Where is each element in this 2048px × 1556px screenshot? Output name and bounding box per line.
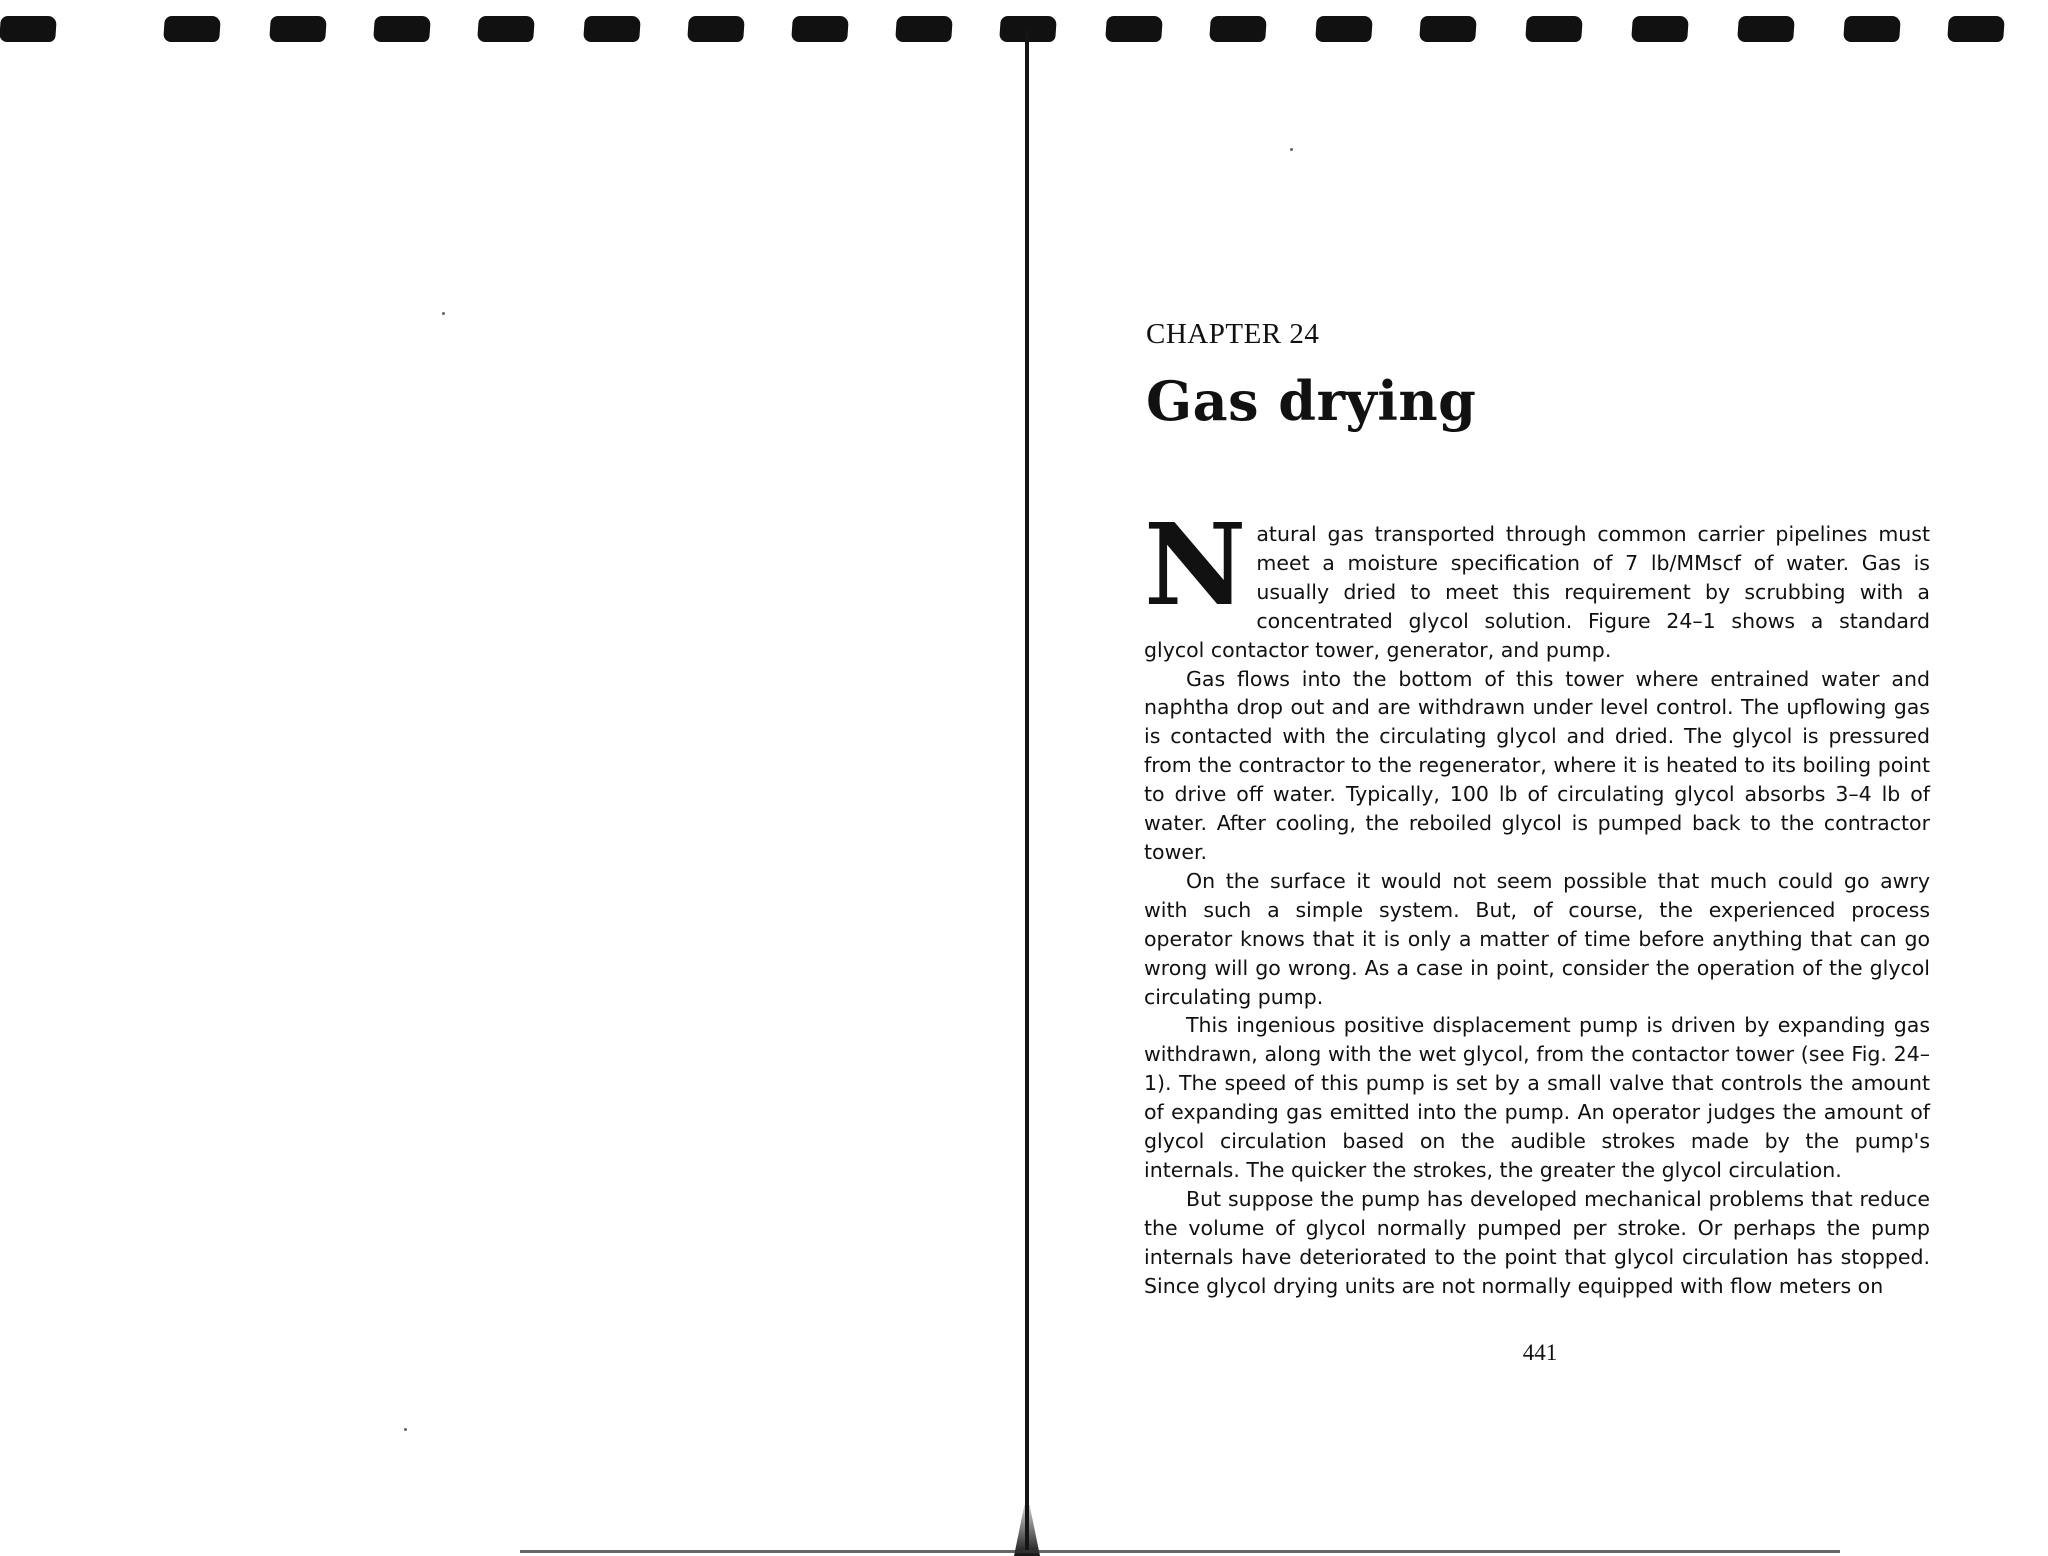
binding-holes xyxy=(0,0,2048,60)
binding-hole xyxy=(477,16,535,42)
page-bottom-edge xyxy=(520,1550,1840,1553)
paragraph: But suppose the pump has developed mechanical problems that reduce the volume of glycol normally pumped per stroke. Or perhaps the pump internals have deteriorated to the point that glycol circulation has stopped. Since glycol drying units are not normally equipped with flow meters on xyxy=(1144,1186,1930,1298)
binding-hole xyxy=(791,16,849,42)
scan-speck xyxy=(442,312,445,315)
binding-hole xyxy=(269,16,327,42)
binding-hole xyxy=(1209,16,1267,42)
binding-hole xyxy=(1105,16,1163,42)
chapter-title: Gas drying xyxy=(1146,369,1477,433)
binding-hole xyxy=(1631,16,1689,42)
paragraph-text: atural gas transported through common carrier pipelines must meet a moisture specification of 7 lb/MMscf of water. Gas is usually dried to meet this requirement by scrubbing with a concentrated glycol solution. Figure 24–1 shows a standard glycol contactor tower, generator, and pump. xyxy=(1144,522,1930,662)
paragraph: On the surface it would not seem possible that much could go awry with such a simple system. But, of course, the experienced process operator knows that it is only a matter of time before anything that can go wrong will go wrong. As a case in point, consider the operation of the glycol circulating pump. xyxy=(1144,868,1930,1009)
paragraph: Gas flows into the bottom of this tower where entrained water and naphtha drop out and are withdrawn under level control. The upflowing gas is contacted with the circulating glycol and dried. The glycol is pressured from the contractor to the regenerator, where it is heated to its boiling point to drive off water. Typically, 100 lb of circulating glycol absorbs 3–4 lb of water. After cooling, the reboiled glycol is pumped back to the contractor tower. xyxy=(1144,666,1930,864)
chapter-header xyxy=(1146,318,1930,433)
body-text xyxy=(1144,500,1930,1300)
chapter-label: CHAPTER 24 xyxy=(1146,318,1320,350)
drop-cap: N xyxy=(1144,500,1247,631)
binding-hole xyxy=(687,16,745,42)
binding-hole xyxy=(895,16,953,42)
binding-hole xyxy=(1315,16,1373,42)
paragraph xyxy=(1144,500,1930,665)
binding-hole xyxy=(1843,16,1901,42)
scan-speck xyxy=(1290,148,1293,151)
gutter-shadow xyxy=(1014,1505,1040,1556)
binding-hole xyxy=(0,16,57,42)
binding-hole xyxy=(373,16,431,42)
binding-hole xyxy=(1419,16,1477,42)
binding-hole xyxy=(583,16,641,42)
binding-hole xyxy=(1525,16,1583,42)
binding-hole xyxy=(1737,16,1795,42)
binding-hole xyxy=(163,16,221,42)
binding-hole xyxy=(1947,16,2005,42)
page-number: 441 xyxy=(1522,1340,1558,1365)
paragraph: This ingenious positive displacement pump is driven by expanding gas withdrawn, along with the wet glycol, from the contactor tower (see Fig. 24–1). The speed of this pump is set by a small valve that controls the amount of expanding gas emitted into the pump. An operator judges the amount of glycol circulation based on the audible strokes made by the pump's internals. The quicker the strokes, the greater the glycol circulation. xyxy=(1144,1013,1930,1182)
page-gutter-line xyxy=(1025,30,1029,1550)
scan-speck xyxy=(404,1428,407,1431)
